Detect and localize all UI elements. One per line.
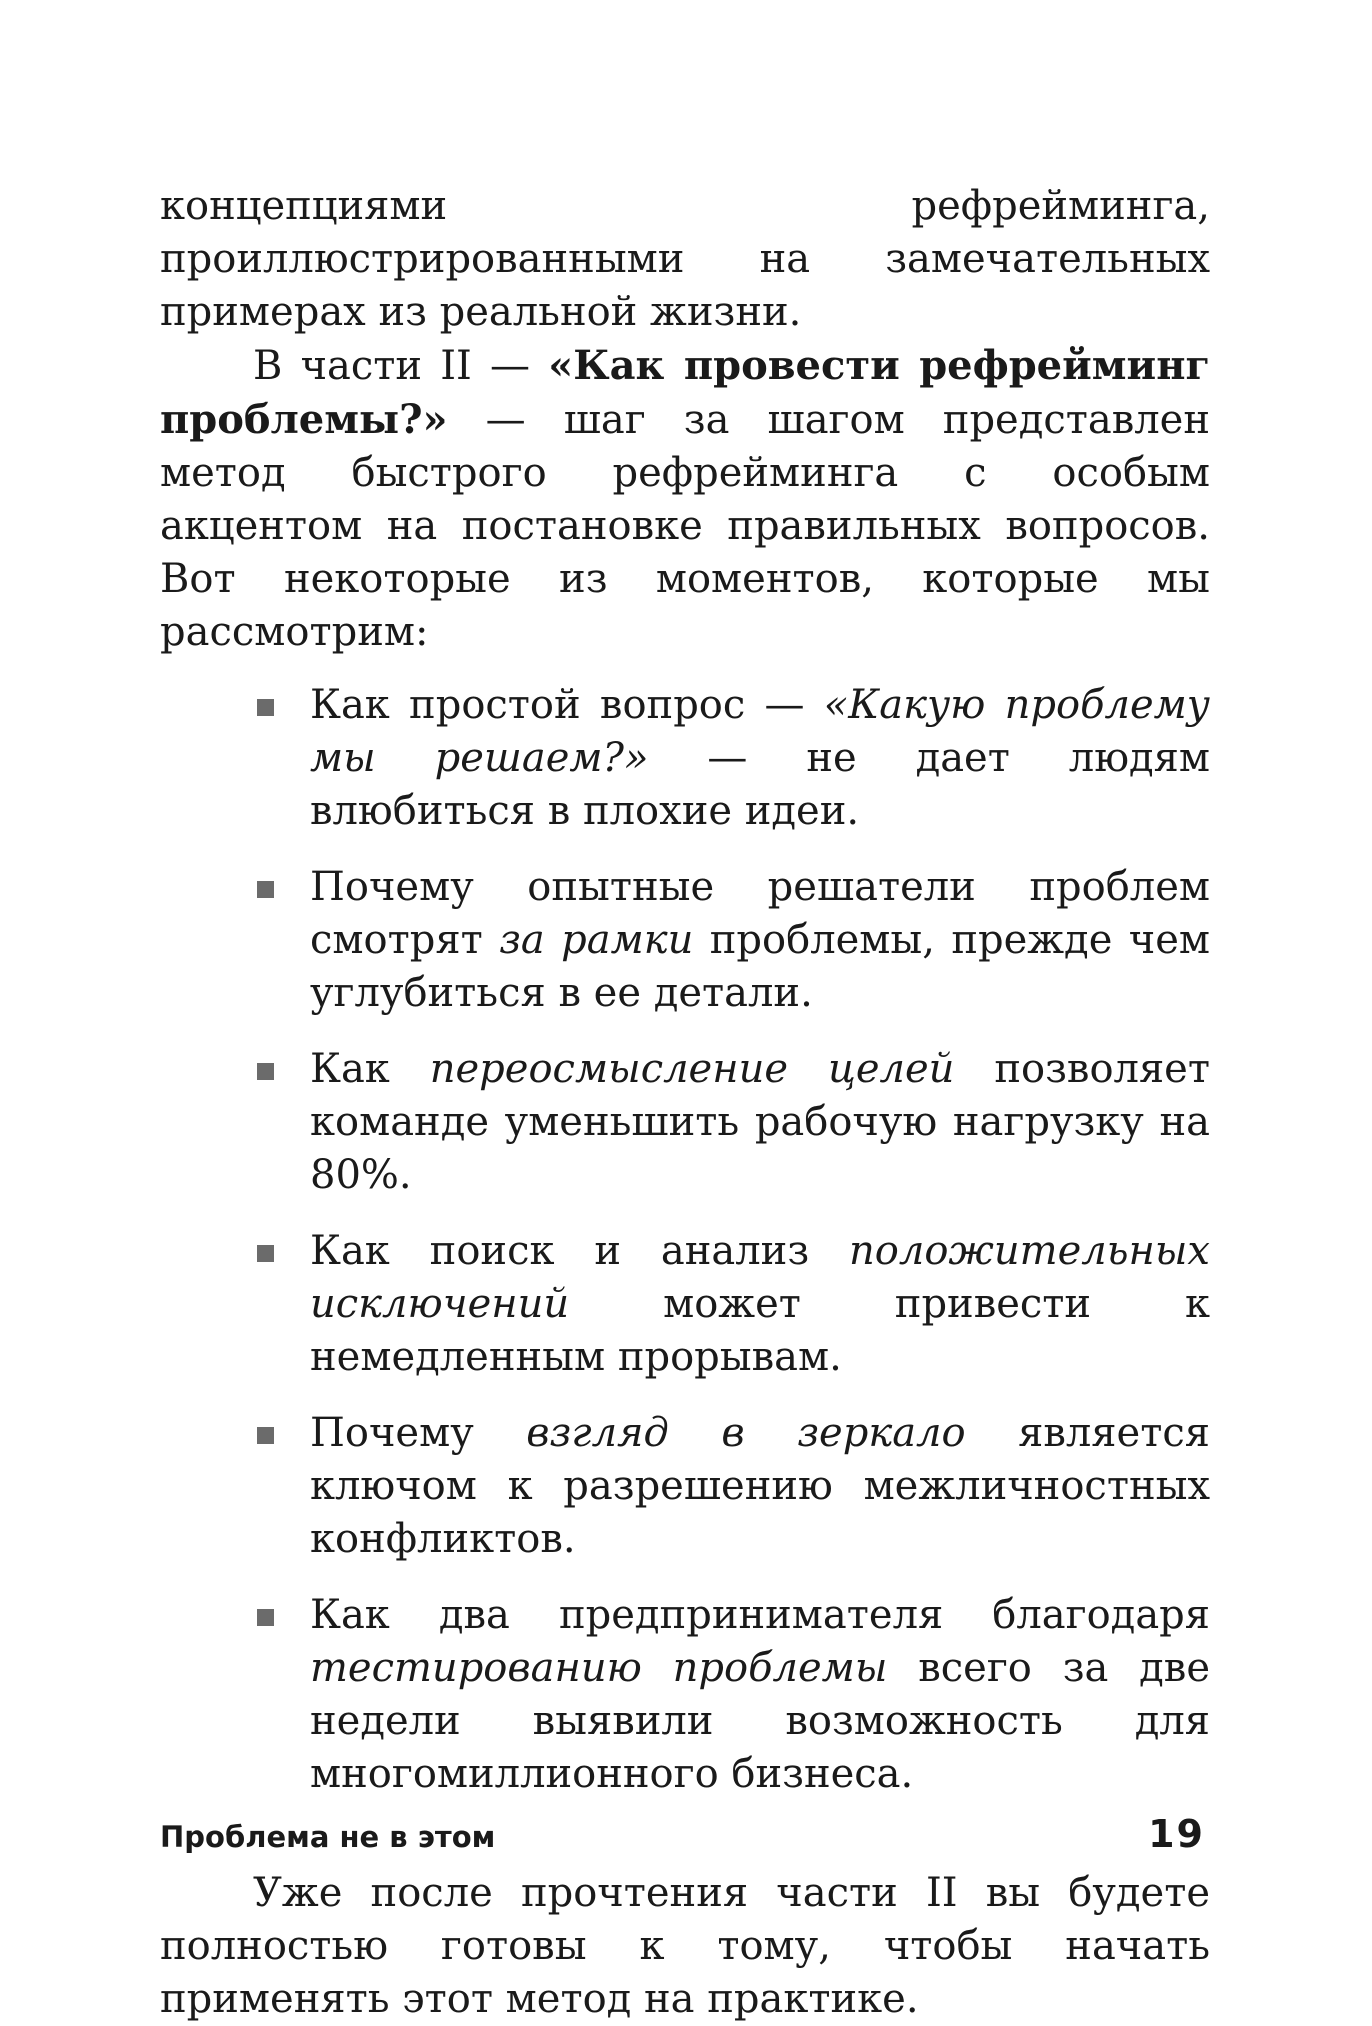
square-bullet-icon <box>257 1427 274 1444</box>
running-title: Проблема не в этом <box>160 1820 496 1854</box>
list-item <box>310 1589 1210 1801</box>
paragraph-part-two-lead: В части II — <box>253 343 549 389</box>
part-two-title: «Как провести рефрейминг проблемы?» <box>160 342 1210 443</box>
paragraph-continuation: концепциями рефрейминга, проиллюстрированными на замечательных примерах из реальной жизни. <box>160 183 1210 335</box>
list-item-text: всего за две недели выявили возможность для многомиллионного бизнеса. <box>310 1645 1210 1797</box>
list-item-emphasis: тестированию проблемы <box>310 1645 888 1691</box>
list-item-emphasis: переосмысление целей <box>429 1046 955 1092</box>
body-text <box>160 180 1210 2026</box>
topics-list <box>160 679 1210 1801</box>
list-item <box>310 1407 1210 1566</box>
square-bullet-icon <box>257 1063 274 1080</box>
list-item-text: Как <box>310 1046 430 1092</box>
list-item <box>310 679 1210 838</box>
list-item-text: Почему <box>310 1410 527 1456</box>
square-bullet-icon <box>257 881 274 898</box>
square-bullet-icon <box>257 1609 274 1626</box>
list-item-emphasis: «Какую проблему мы решаем?» <box>310 682 1211 781</box>
list-item-emphasis: за рамки <box>499 917 694 963</box>
page-number: 19 <box>1148 1812 1205 1856</box>
list-item-text: позволяет команде уменьшить рабочую нагрузку на 80%. <box>310 1046 1210 1198</box>
list-item-text: является ключом к разрешению межличностных конфликтов. <box>310 1410 1210 1562</box>
list-item-text: может привести к немедленным прорывам. <box>310 1281 1210 1380</box>
list-item-text: Как простой вопрос — <box>310 682 824 728</box>
page-footer <box>160 1812 1205 1856</box>
list-item-emphasis: взгляд в зеркало <box>526 1410 966 1456</box>
list-item-text: Как два предпринимателя благодаря <box>310 1592 1210 1638</box>
list-item-text: проблемы, прежде чем углубиться в ее детали. <box>310 917 1210 1016</box>
list-item-text: — не дает людям влюбиться в плохие идеи. <box>310 735 1210 834</box>
square-bullet-icon <box>257 699 274 716</box>
list-item <box>310 1225 1210 1384</box>
square-bullet-icon <box>257 1245 274 1262</box>
list-item <box>310 1043 1210 1202</box>
paragraph-part-two <box>160 339 1210 659</box>
list-item-emphasis: положительных исключений <box>310 1228 1210 1327</box>
list-item-text: Как поиск и анализ <box>310 1228 850 1274</box>
paragraph-part-two-rest: — шаг за шагом представлен метод быстрого рефрейминга с особым акцентом на постановке правильных вопросов. Вот некоторые из моментов, которые мы рассмотрим: <box>160 397 1210 655</box>
list-item <box>310 861 1210 1020</box>
list-item-text: Почему опытные решатели проблем смотрят <box>310 864 1210 963</box>
paragraph-closing: Уже после прочтения части II вы будете полностью готовы к тому, чтобы начать применять этот метод на практике. <box>160 1870 1210 2022</box>
